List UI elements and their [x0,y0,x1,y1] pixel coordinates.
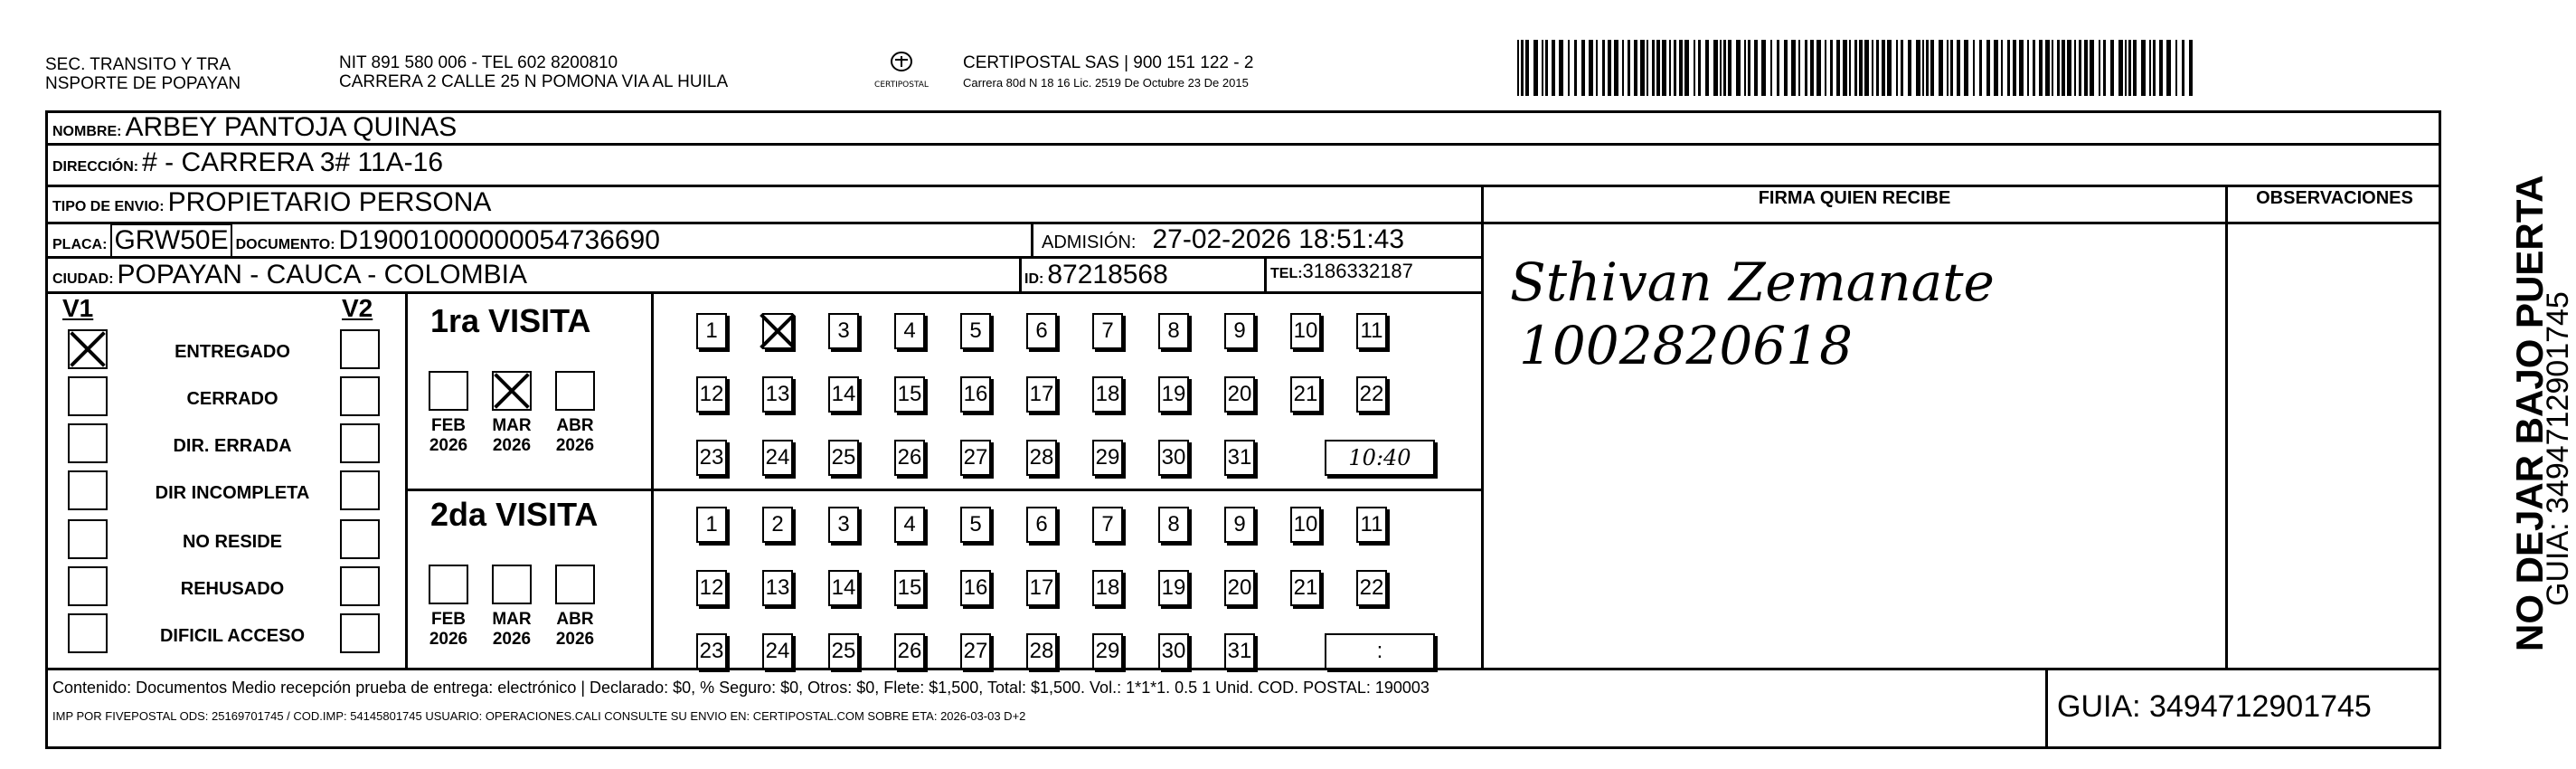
barcode-bar [1761,40,1766,96]
day-box[interactable]: 14 [828,570,859,606]
barcode-bar [1901,40,1903,96]
signature-name: Sthivan Zemanate [1510,252,1995,313]
tel-row [1270,260,1413,283]
barcode-bar [2141,40,2146,96]
barcode-bar [1798,40,1800,96]
v1-checkbox[interactable] [68,376,108,416]
barcode-bar [2182,40,2184,96]
month-year: 2026 [429,436,468,455]
day-box[interactable]: 1 [696,507,727,543]
month-checkbox[interactable] [492,565,532,604]
courier-line-1: CERTIPOSTAL SAS | 900 151 122 - 2 [963,53,1254,72]
contact-line-2: CARRERA 2 CALLE 25 N POMONA VIA AL HUILA [339,72,729,91]
month-label [548,416,602,456]
day-box[interactable]: 22 [1356,376,1387,413]
month-checkbox[interactable] [429,565,468,604]
v2-checkbox[interactable] [340,376,380,416]
v1-checkbox[interactable] [68,613,108,653]
day-box[interactable]: 10 [1290,313,1321,349]
direccion-label: DIRECCIÓN: [52,159,139,175]
no-dejar-bajo-puerta: NO DEJAR BAJO PUERTA [2508,175,2551,651]
tipo-label: TIPO DE ENVIO: [52,199,165,214]
barcode-bar [1777,40,1779,96]
day-box[interactable]: 11 [1356,313,1387,349]
barcode-bar [1979,40,1982,96]
barcode-bar [1791,40,1796,96]
barcode-bar [1887,40,1892,96]
month-checkbox[interactable] [492,371,532,411]
v2-checkbox[interactable] [340,329,380,369]
tipo-row [52,187,491,218]
month-year: 2026 [555,436,595,455]
day-box[interactable]: 30 [1158,440,1189,476]
barcode-bar [1525,40,1529,96]
id-label: ID: [1024,271,1044,287]
placa-label: PLACA: [52,237,108,252]
barcode-bar [1517,40,1519,96]
barcode-bar [2099,40,2100,96]
visit-2-title: 2da VISITA [430,496,599,533]
row-divider [45,291,1483,294]
day-box[interactable]: 22 [1356,570,1387,606]
barcode-bar [1784,40,1788,96]
barcode-bar [1973,40,1975,96]
barcode-bar [1830,40,1833,96]
barcode-bar [1684,40,1689,96]
barcode-bar [1882,40,1885,96]
day-box[interactable]: 3 [828,313,859,349]
barcode-bar [1864,40,1869,96]
col-divider [1481,185,1484,668]
day-box[interactable]: 5 [960,313,991,349]
month-year: 2026 [492,630,532,649]
day-box[interactable]: 21 [1290,376,1321,413]
day-box[interactable]: 15 [894,376,925,413]
day-box[interactable]: 20 [1224,376,1255,413]
tipo-value: PROPIETARIO PERSONA [167,187,492,217]
day-box[interactable]: 5 [960,507,991,543]
barcode-bar [2067,40,2071,96]
barcode-bar [1825,40,1826,96]
day-box[interactable]: 19 [1158,570,1189,606]
visit-1-title: 1ra VISITA [430,302,591,339]
day-box[interactable]: 21 [1290,570,1321,606]
barcode-bar [1608,40,1611,96]
day-box[interactable]: 29 [1092,440,1123,476]
day-box[interactable]: 4 [894,313,925,349]
status-option-label: NO RESIDE [182,532,283,552]
month-label [421,416,476,456]
barcode-bar [1723,40,1726,96]
day-box[interactable]: 16 [960,570,991,606]
day-box[interactable]: 15 [894,570,925,606]
barcode-bar [1662,40,1666,96]
barcode-bar [1986,40,1990,96]
barcode-bar [1896,40,1898,96]
barcode-bar [2057,40,2060,96]
row-divider [405,489,1483,491]
barcode-bar [1836,40,1840,96]
v2-checkbox[interactable] [340,519,380,559]
barcode-bar [1816,40,1821,96]
barcode-bar [1574,40,1577,96]
month-name: FEB [431,610,466,629]
barcode-bar [1939,40,1943,96]
barcode-bar [1876,40,1879,96]
day-box[interactable]: 16 [960,376,991,413]
courier-line-2: Carrera 80d N 18 16 Lic. 2519 De Octubre 23 De 2015 [963,76,1249,90]
barcode-bar [1994,40,1998,96]
barcode-bar [1872,40,1873,96]
barcode-bar [1964,40,1968,96]
time-box[interactable]: : [1325,633,1435,669]
col-divider [651,291,654,668]
day-box[interactable]: 24 [762,440,793,476]
footer-line-2: IMP POR FIVEPOSTAL ODS: 25169701745 / COD.IMP: 54145801745 USUARIO: OPERACIONES.CALI CONSULTE SU ENVIO EN: CERTIPOSTAL.COM SOBRE ETA: 2026-03-03 D+2 [52,709,1026,723]
barcode-bar [1596,40,1598,96]
status-option-label: DIFICIL ACCESO [159,626,305,646]
ciudad-row [52,260,527,290]
direccion-row [52,147,443,178]
barcode-bar [2027,40,2029,96]
barcode-bar [1652,40,1655,96]
status-option-label: DIR INCOMPLETA [155,483,310,503]
observaciones-header: OBSERVACIONES [2256,188,2413,208]
day-box[interactable]: 17 [1026,376,1057,413]
certipostal-logo [861,49,942,92]
day-box[interactable]: 2 [762,507,793,543]
barcode-bar [1805,40,1807,96]
row-divider [45,143,2441,146]
day-box[interactable]: 7 [1092,313,1123,349]
v1-header: V1 [62,294,94,322]
day-box[interactable]: 27 [960,440,991,476]
barcode-bar [1950,40,1953,96]
tel-value: 3186332187 [1302,260,1413,282]
day-box[interactable]: 24 [762,633,793,669]
day-box[interactable]: 31 [1224,633,1255,669]
issuer-line-2: NSPORTE DE POPAYAN [45,74,241,93]
day-box[interactable]: 29 [1092,633,1123,669]
logo-text: CERTIPOSTAL [874,81,929,90]
col-divider [1019,259,1022,291]
month-year: 2026 [429,630,468,649]
barcode-bar [2052,40,2053,96]
col-divider [2045,668,2048,749]
barcode-bar [2133,40,2137,96]
barcode-bar [2149,40,2151,96]
admision-value: 27-02-2026 18:51:43 [1152,224,1405,254]
day-box[interactable]: 12 [696,570,727,606]
v2-checkbox[interactable] [340,423,380,463]
barcode-bar [2189,40,2193,96]
barcode-bar [1656,40,1660,96]
barcode-bar [1679,40,1683,96]
barcode-bar [2019,40,2024,96]
barcode-bar [1647,40,1648,96]
month-label [548,610,602,650]
barcode-bar [1843,40,1847,96]
col-divider [2225,185,2228,668]
day-box[interactable]: 30 [1158,633,1189,669]
day-box[interactable]: 23 [696,440,727,476]
month-year: 2026 [492,436,532,455]
barcode-bar [1744,40,1746,96]
time-box[interactable]: 10:40 [1325,440,1435,476]
barcode-bar [2013,40,2016,96]
v2-checkbox[interactable] [340,613,380,653]
barcode-bar [1694,40,1695,96]
admision-label: ADMISIÓN: [1042,233,1137,252]
barcode [1517,40,2200,96]
barcode-bar [1614,40,1618,96]
v1-checkbox[interactable] [68,329,108,369]
barcode-bar [1922,40,1924,96]
barcode-bar [1947,40,1949,96]
side-guia: GUIA: 3494712901745 [2541,291,2575,606]
month-checkbox[interactable] [555,565,595,604]
barcode-bar [1568,40,1570,96]
admision-row [1042,224,1404,255]
id-value: 87218568 [1047,260,1168,290]
barcode-bar [1634,40,1637,96]
day-box[interactable]: 9 [1224,507,1255,543]
nombre-row [52,112,457,143]
day-box[interactable]: 26 [894,440,925,476]
documento-value: D19001000000054736690 [338,225,660,255]
row-divider [1483,222,2441,224]
day-box[interactable]: 25 [828,633,859,669]
day-box[interactable]: 12 [696,376,727,413]
barcode-bar [1674,40,1676,96]
barcode-bar [1542,40,1543,96]
day-box[interactable]: 4 [894,507,925,543]
barcode-bar [1589,40,1593,96]
documento-label: DOCUMENTO: [235,237,335,252]
month-checkbox[interactable] [555,371,595,411]
v2-header: V2 [342,294,373,322]
signature-header: FIRMA QUIEN RECIBE [1758,188,1951,208]
day-box[interactable]: 20 [1224,570,1255,606]
barcode-bar [1916,40,1920,96]
issuer-line-1: SEC. TRANSITO Y TRA [45,55,231,74]
status-option-label: DIR. ERRADA [173,436,292,456]
day-box[interactable]: 17 [1026,570,1057,606]
col-divider [1031,224,1033,258]
barcode-bar [2125,40,2127,96]
barcode-bar [2110,40,2114,96]
barcode-bar [1957,40,1960,96]
barcode-bar [1552,40,1555,96]
barcode-bar [2001,40,2003,96]
v1-checkbox[interactable] [68,566,108,606]
day-box[interactable]: 13 [762,376,793,413]
v1-checkbox[interactable] [68,519,108,559]
barcode-bar [2007,40,2010,96]
month-label [421,610,476,650]
barcode-bar [1810,40,1814,96]
nombre-value: ARBEY PANTOJA QUINAS [125,112,458,142]
barcode-bar [1581,40,1585,96]
month-name: ABR [556,610,594,629]
barcode-bar [2062,40,2065,96]
day-box[interactable]: 8 [1158,507,1189,543]
day-box[interactable]: 7 [1092,507,1123,543]
barcode-bar [1669,40,1671,96]
day-box[interactable]: 18 [1092,376,1123,413]
footer-guia: GUIA: 3494712901745 [2057,689,2372,724]
month-year: 2026 [555,630,595,649]
tel-label: TEL: [1270,266,1303,281]
barcode-bar [1533,40,1538,96]
day-box[interactable]: 31 [1224,440,1255,476]
barcode-bar [2074,40,2076,96]
barcode-bar [1640,40,1645,96]
day-box[interactable]: 25 [828,440,859,476]
barcode-bar [1854,40,1857,96]
day-box[interactable]: 3 [828,507,859,543]
barcode-bar [1926,40,1929,96]
month-checkbox[interactable] [429,371,468,411]
day-box[interactable]: 6 [1026,507,1057,543]
barcode-bar [2159,40,2163,96]
barcode-bar [1713,40,1718,96]
month-label [485,610,539,650]
day-box[interactable]: 8 [1158,313,1189,349]
barcode-bar [2103,40,2106,96]
barcode-bar [1622,40,1624,96]
barcode-bar [1908,40,1911,96]
status-option-label: ENTREGADO [175,342,290,362]
barcode-bar [2128,40,2131,96]
day-box[interactable] [762,313,793,349]
month-name: FEB [431,416,466,435]
v2-checkbox[interactable] [340,566,380,606]
day-box[interactable]: 1 [696,313,727,349]
col-divider [1264,259,1267,291]
direccion-value: # - CARRERA 3# 11A-16 [142,147,444,177]
barcode-bar [1602,40,1605,96]
barcode-bar [2033,40,2035,96]
day-box[interactable]: 26 [894,633,925,669]
barcode-bar [2079,40,2081,96]
day-box[interactable]: 23 [696,633,727,669]
footer-line-1: Contenido: Documentos Medio recepción prueba de entrega: electrónico | Declarado: $0, % Seguro: $0, Otros: $0, Flete: $1,500, Total: $1,500. Vol.: 1*1*1. 0.5 1 Unid. COD. POSTAL: 190003 [52,679,1430,697]
day-box[interactable]: 6 [1026,313,1057,349]
v1-checkbox[interactable] [68,470,108,510]
barcode-bar [2166,40,2171,96]
month-label [485,416,539,456]
day-box[interactable]: 28 [1026,440,1057,476]
month-name: MAR [492,610,532,629]
day-box[interactable]: 11 [1356,507,1387,543]
barcode-bar [1748,40,1750,96]
placa-value: GRW50E [110,223,231,258]
barcode-bar [1628,40,1630,96]
status-option-label: CERRADO [186,389,278,409]
day-box[interactable]: 9 [1224,313,1255,349]
placa-row [52,223,660,258]
barcode-bar [2045,40,2050,96]
barcode-bar [2039,40,2043,96]
v1-checkbox[interactable] [68,423,108,463]
status-option-label: REHUSADO [180,579,285,599]
nombre-label: NOMBRE: [52,124,122,139]
day-box[interactable]: 27 [960,633,991,669]
barcode-bar [1720,40,1722,96]
col-divider [405,291,408,668]
barcode-bar [1705,40,1709,96]
barcode-bar [2084,40,2088,96]
barcode-bar [1754,40,1758,96]
day-box[interactable]: 18 [1092,570,1123,606]
barcode-bar [2175,40,2177,96]
id-row [1024,260,1168,290]
day-box[interactable]: 28 [1026,633,1057,669]
month-name: MAR [492,416,532,435]
barcode-bar [2090,40,2094,96]
contact-line-1: NIT 891 580 006 - TEL 602 8200810 [339,53,618,72]
v2-checkbox[interactable] [340,470,380,510]
ciudad-value: POPAYAN - CAUCA - COLOMBIA [117,260,527,290]
barcode-bar [2118,40,2123,96]
signature-id-number: 1002820618 [1519,315,1854,376]
barcode-bar [1545,40,1548,96]
month-name: ABR [556,416,594,435]
barcode-bar [1770,40,1772,96]
day-box[interactable]: 19 [1158,376,1189,413]
barcode-bar [2153,40,2156,96]
day-box[interactable]: 10 [1290,507,1321,543]
barcode-bar [1849,40,1851,96]
barcode-bar [1559,40,1563,96]
barcode-bar [1930,40,1934,96]
day-box[interactable]: 13 [762,570,793,606]
barcode-bar [1698,40,1701,96]
barcode-bar [1521,40,1524,96]
barcode-bar [1736,40,1741,96]
ciudad-label: CIUDAD: [52,271,114,287]
barcode-bar [1859,40,1863,96]
day-box[interactable]: 14 [828,376,859,413]
barcode-bar [1728,40,1731,96]
